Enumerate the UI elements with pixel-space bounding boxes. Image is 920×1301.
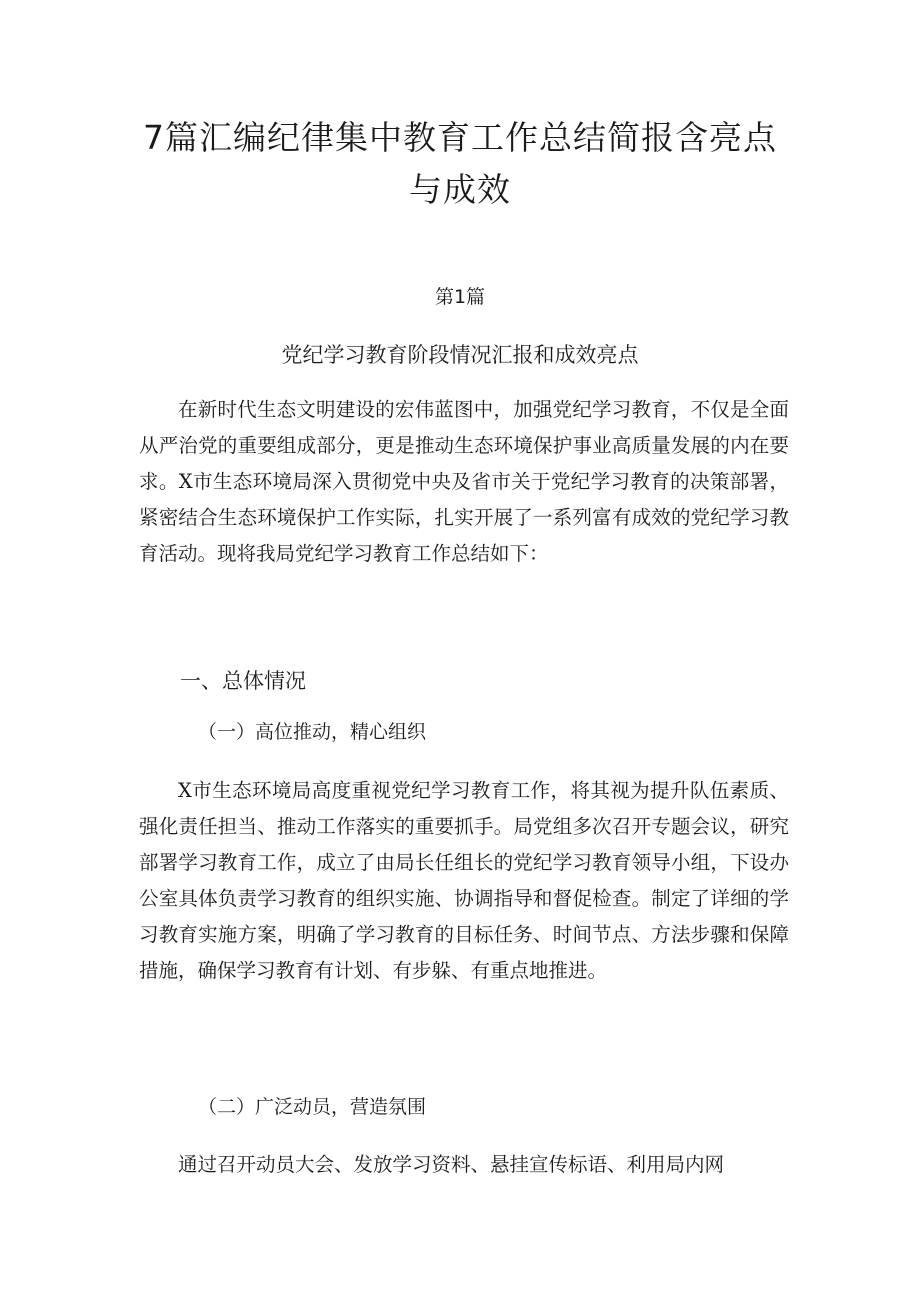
document-title-line-1: 7篇汇编纪律集中教育工作总结简报含亮点 (143, 118, 777, 157)
subsection-2-paragraph: 通过召开动员大会、发放学习资料、悬挂宣传标语、利用局内网 (178, 1153, 725, 1176)
subsection-heading-2: （二）广泛动员，营造氛围 (198, 1096, 427, 1118)
document-title-line-2: 与成效 (409, 170, 511, 209)
section-heading-overall: 一、总体情况 (180, 669, 306, 693)
chapter-label: 第1篇 (434, 286, 486, 308)
intro-paragraph: 在新时代生态文明建设的宏伟蓝图中，加强党纪学习教育，不仅是全面从严治党的重要组成部分，更是推动生态环境保护事业高质量发展的内在要求。X市生态环境局深入贯彻党中央及省市关于党纪学习教育的决策部署，紧密结合生态环境保护工作实际，扎实开展了一系列富有成效的党纪学习教育活动。现将我局党纪学习教育工作总结如下： (139, 398, 789, 565)
document-title (120, 112, 800, 216)
subsection-1-paragraph: X市生态环境局高度重视党纪学习教育工作，将其视为提升队伍素质、强化责任担当、推动工作落实的重要抓手。局党组多次召开专题会议，研究部署学习教育工作，成立了由局长任组长的党纪学习教育领导小组，下设办公室具体负责学习教育的组织实施、协调指导和督促检查。制定了详细的学习教育实施方案，明确了学习教育的目标任务、时间节点、方法步骤和保障措施，确保学习教育有计划、有步躲、有重点地推进。 (139, 779, 789, 982)
chapter-subtitle: 党纪学习教育阶段情况汇报和成效亮点 (281, 343, 639, 367)
subsection-heading-1: （一）高位推动，精心组织 (198, 721, 427, 743)
